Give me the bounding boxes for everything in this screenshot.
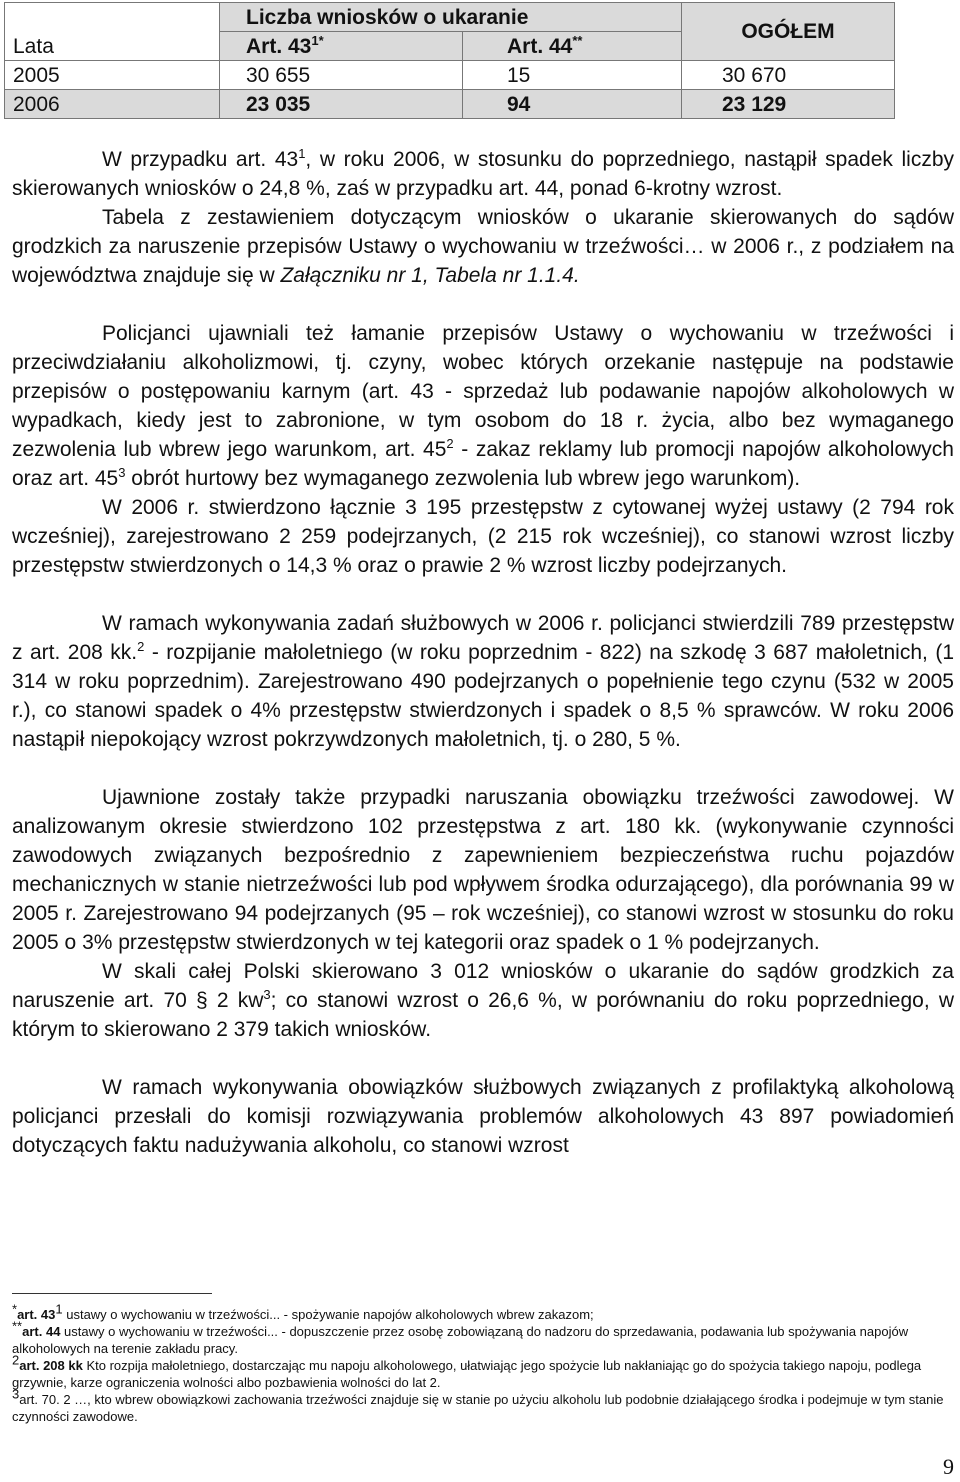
header-art43: Art. $43^{1*}$ (220, 32, 463, 61)
paragraph: W ramach wykonywania obowiązków służbowych związanych z profilaktyką alkoholową policjanci przesłali do komisji rozwiązywania problemów alkoholowych 43 897 powiadomień dotyczących faktu nadużywania alkoholu, co stanowi wzrost (12, 1076, 954, 1157)
body-text (12, 145, 954, 1160)
footnotes (12, 1301, 954, 1425)
footnote: *art. 431 ustawy o wychowaniu w trzeźwości... - spożywanie napojów alkoholowych wbrew zakazom; (12, 1301, 594, 1322)
paragraph: W ramach wykonywania zadań służbowych w 2006 r. policjanci stwierdzili 789 przestępstw z art. 208 kk.$^2$ - rozpijanie małoletniego (w roku poprzednim - 822) na szkodę 3 687 małoletnich, (1 314 w roku poprzednim). Zarejestrowano 490 podejrzanych o popełnienie tego czynu (532 w 2005 r.), co stanowi spadek o 4% przestępstw stwierdzonych i spadek o 8,5 % sprawców. W roku 2006 nastąpił niepokojący wzrost pokrzywdzonych małoletnich, tj. o 280, 5 %. (12, 612, 954, 751)
footnote-divider (12, 1293, 212, 1294)
header-art44: Art. 44** (463, 32, 682, 61)
page-number: 9 (943, 1454, 954, 1479)
paragraph: Tabela z zestawieniem dotyczącym wniosków o ukaranie skierowanych do sądów grodzkich za naruszenie przepisów Ustawy o wychowaniu w trzeźwości… w 2006 r., z podziałem na województwa znajduje się w Załączniku nr 1, Tabela nr 1.1.4. (12, 206, 954, 287)
header-total: OGÓŁEM (682, 3, 895, 61)
paragraph: W 2006 r. stwierdzono łącznie 3 195 przestępstw z cytowanej wyżej ustawy (2 794 rok wcześniej), zarejestrowano 2 259 podejrzanych, (2 215 rok wcześniej), co stanowi wzrost liczby przestępstw stwierdzonych o 14,3 % oraz o prawie 2 % wzrost liczby podejrzanych. (12, 496, 954, 577)
paragraph: W przypadku art. $43^1$, w roku 2006, w stosunku do poprzedniego, nastąpił spadek liczby skierowanych wniosków o 24,8 %, zaś w przypadku art. 44, ponad 6-krotny wzrost. (12, 146, 954, 200)
footnote: **art. 44 ustawy o wychowaniu w trzeźwości... - dopuszczenie przez osobę zobowiązaną do nadzoru do sprzedawania, podawania lub spożywania napojów alkoholowych na terenie zakładu pracy. (12, 1318, 909, 1356)
paragraph: W skali całej Polski skierowano 3 012 wniosków o ukaranie do sądów grodzkich za naruszenie art. 70 § 2 $kw^3$; co stanowi wzrost o 26,6 %, w porównaniu do roku poprzedniego, w którym to skierowano 2 379 takich wniosków. (12, 960, 955, 1041)
cell-total: 30 670 (682, 61, 895, 90)
header-years: Lata (5, 3, 220, 61)
cell-year: 2006 (5, 90, 220, 119)
footnote: 2art. 208 kk Kto rozpija małoletniego, dostarczając mu napoju alkoholowego, ułatwiając jego spożycie lub nakłaniając go do spożycia takiego napoju, podlega grzywnie, karze ograniczenia wolności albo pozbawienia wolności do lat 2. (12, 1352, 922, 1390)
cell-year: 2005 (5, 61, 220, 90)
cell-total: 23 129 (682, 90, 895, 119)
table-header-row (5, 3, 895, 32)
paragraph: Policjanci ujawniali też łamanie przepisów Ustawy o wychowaniu w trzeźwości i przeciwdziałaniu alkoholizmowi, tj. czyny, wobec których orzekanie następuje na podstawie przepisów o postępowaniu karnym (art. 43 - sprzedaż lub podawanie napojów alkoholowych w wypadkach, kiedy jest to zabronione, w tym osobom do 18 r. życia, albo bez wymaganego zezwolenia lub wbrew jego warunkom, art. $45^2$ - zakaz reklamy lub promocji napojów alkoholowych oraz art. $45^3$ obrót hurtowy bez wymaganego zezwolenia lub wbrew jego warunkom). (12, 322, 954, 490)
table-row (5, 61, 895, 90)
cell-art44: 94 (463, 90, 682, 119)
paragraph: Ujawnione zostały także przypadki naruszania obowiązku trzeźwości zawodowej. W analizowanym okresie stwierdzono 102 przestępstwa z art. 180 kk. (wykonywanie czynności zawodowych związanych bezpośrednio z zapewnieniem bezpieczeństwa ruchu pojazdów mechanicznych w stanie nietrzeźwości lub pod wpływem środka odurzającego), dla porównania 99 w 2005 r. Zarejestrowano 94 podejrzanych (95 – rok wcześniej), co stanowi wzrost w stosunku do roku 2005 o 3% przestępstw stwierdzonych w tej kategorii oraz spadek o 1 % podejrzanych. (12, 786, 954, 954)
cell-art43: 30 655 (220, 61, 463, 90)
footnote: 3art. 70. 2 …, kto wbrew obowiązkowi zachowania trzeźwości znajduje się w stanie po użyciu alkoholu lub podobnie działającego środka i podejmuje w tym stanie czynności zawodowe. (12, 1386, 944, 1424)
statistics-table (4, 2, 895, 119)
cell-art44: 15 (463, 61, 682, 90)
header-group: Liczba wniosków o ukaranie (220, 3, 682, 32)
table-row (5, 90, 895, 119)
cell-art43: 23 035 (220, 90, 463, 119)
